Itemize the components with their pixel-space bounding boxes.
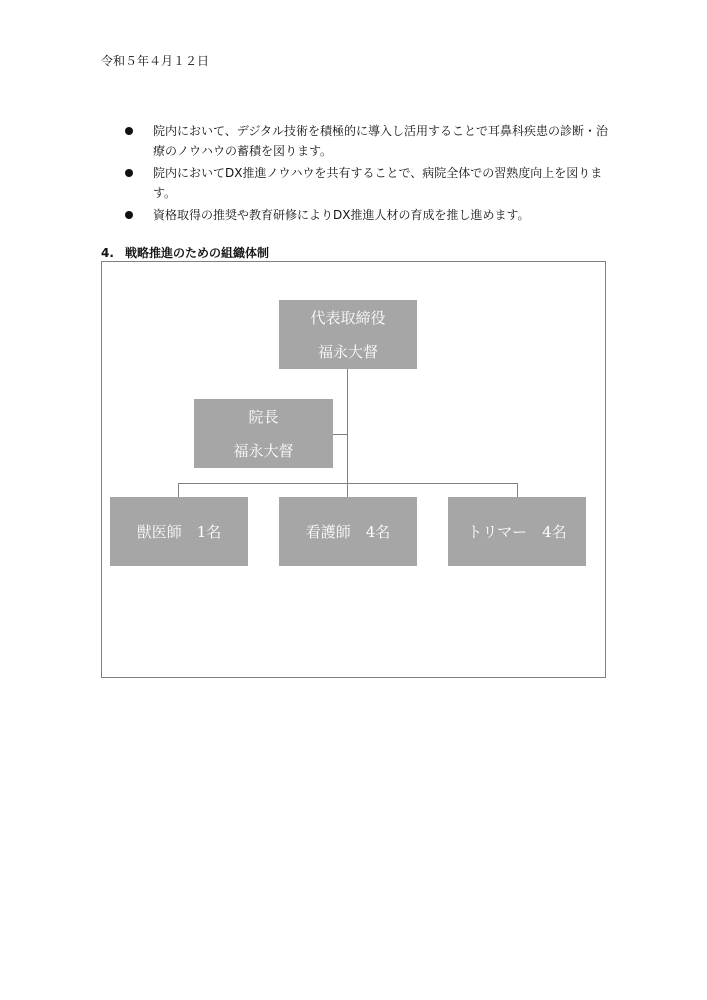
bullet-dot-icon (125, 169, 133, 177)
bullet-dot-icon (125, 127, 133, 135)
org-box-director (194, 399, 333, 468)
connector-line-left (178, 483, 179, 497)
org-box-ceo (279, 300, 417, 369)
staff-label: トリマー 4名 (467, 522, 567, 541)
section-heading (101, 244, 269, 261)
document-date: 令和５年４月１２日 (101, 54, 210, 68)
connector-line-horizontal (178, 483, 517, 484)
bullet-item (125, 205, 615, 225)
connector-line-right (517, 483, 518, 497)
org-box-trimmer (448, 497, 586, 566)
director-title: 院長 (248, 407, 279, 426)
section-number: 4. (101, 246, 114, 260)
connector-line-director (333, 434, 348, 435)
bullet-text: 院内において、デジタル技術を積極的に導入し活用することで耳鼻科疾患の診断・治療のノウハウの蓄積を図ります。 (153, 124, 609, 158)
director-name: 福永大督 (233, 441, 294, 460)
org-box-veterinarian (110, 497, 248, 566)
ceo-title: 代表取締役 (310, 308, 386, 327)
bullet-item (125, 163, 615, 203)
staff-label: 看護師 4名 (305, 522, 391, 541)
org-chart-frame (101, 261, 606, 678)
bullet-list (125, 121, 615, 227)
staff-label: 獣医師 1名 (136, 522, 222, 541)
bullet-dot-icon (125, 211, 133, 219)
bullet-item (125, 121, 615, 161)
connector-line-vertical (347, 369, 348, 497)
section-title: 戦略推進のための組織体制 (125, 246, 270, 260)
ceo-name: 福永大督 (317, 342, 378, 361)
bullet-text: 資格取得の推奨や教育研修によりDX推進人材の育成を推し進めます。 (153, 208, 530, 222)
org-box-nurse (279, 497, 417, 566)
bullet-text: 院内においてDX推進ノウハウを共有することで、病院全体での習熟度向上を図ります。 (153, 166, 603, 200)
